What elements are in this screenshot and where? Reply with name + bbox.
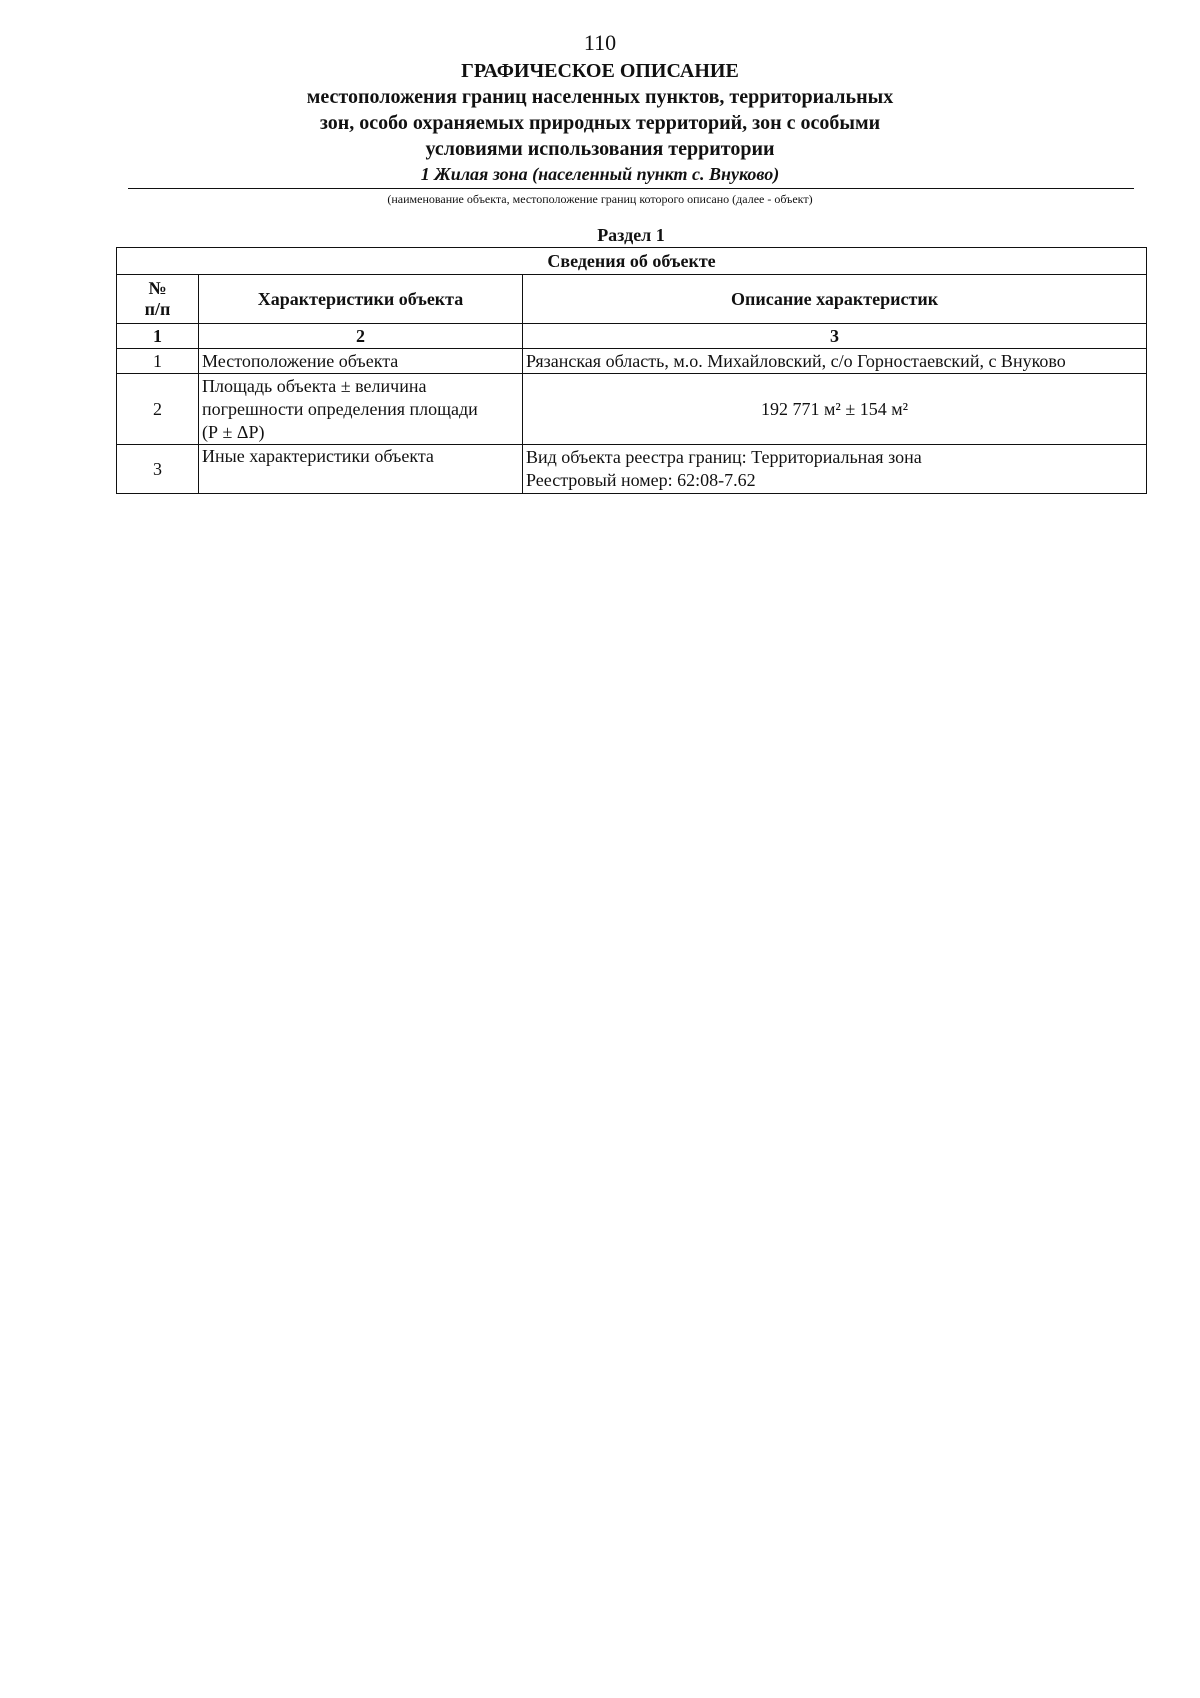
document-title: ГРАФИЧЕСКОЕ ОПИСАНИЕ (461, 60, 739, 82)
table-caption-row (117, 248, 1147, 275)
column-header-num-line: п/п (144, 299, 171, 319)
column-number: 3 (523, 324, 1147, 349)
row-characteristic-line: (Р ± ΔР) (202, 421, 265, 442)
column-header-num-line: № (148, 278, 167, 298)
document-subtitle-line: условиями использования территории (425, 138, 775, 160)
row-characteristic (199, 374, 523, 445)
document-subtitle-line: местоположения границ населенных пунктов, территориальных (306, 86, 894, 108)
row-number: 1 (117, 349, 199, 374)
row-characteristic-line: погрешности определения площади (202, 398, 478, 419)
object-caption: (наименование объекта, местоположение границ которого описано (далее - объект) (387, 192, 813, 206)
row-characteristic-line: Площадь объекта ± величина (202, 375, 427, 396)
document-subtitle-line: зон, особо охраняемых природных территорий, зон с особыми (319, 112, 881, 134)
column-header-num (117, 275, 199, 324)
object-name: 1 Жилая зона (населенный пункт с. Внуково) (420, 164, 780, 184)
row-description: 192 771 м² ± 154 м² (523, 374, 1147, 445)
row-number: 2 (117, 374, 199, 445)
section-title: Раздел 1 (597, 225, 665, 245)
column-header-description: Описание характеристик (523, 275, 1147, 324)
row-description-line: Реестровый номер: 62:08-7.62 (526, 470, 756, 490)
row-number: 3 (117, 445, 199, 494)
row-characteristic: Местоположение объекта (199, 349, 523, 374)
row-description (523, 445, 1147, 494)
row-characteristic: Иные характеристики объекта (199, 445, 523, 494)
column-header-characteristic: Характеристики объекта (199, 275, 523, 324)
object-name-underline (128, 188, 1134, 189)
page-number: 110 (583, 30, 617, 55)
object-info-table (116, 247, 1147, 494)
table-header-row (117, 275, 1147, 324)
row-description: Рязанская область, м.о. Михайловский, с/о Горностаевский, с Внуково (523, 349, 1147, 374)
table-row (117, 374, 1147, 445)
table-row (117, 349, 1147, 374)
column-numbers-row (117, 324, 1147, 349)
column-number: 1 (117, 324, 199, 349)
table-row (117, 445, 1147, 494)
column-number: 2 (199, 324, 523, 349)
row-description-line: Вид объекта реестра границ: Территориальная зона (526, 447, 922, 467)
document-header (0, 58, 1200, 186)
table-caption: Сведения об объекте (117, 248, 1147, 275)
